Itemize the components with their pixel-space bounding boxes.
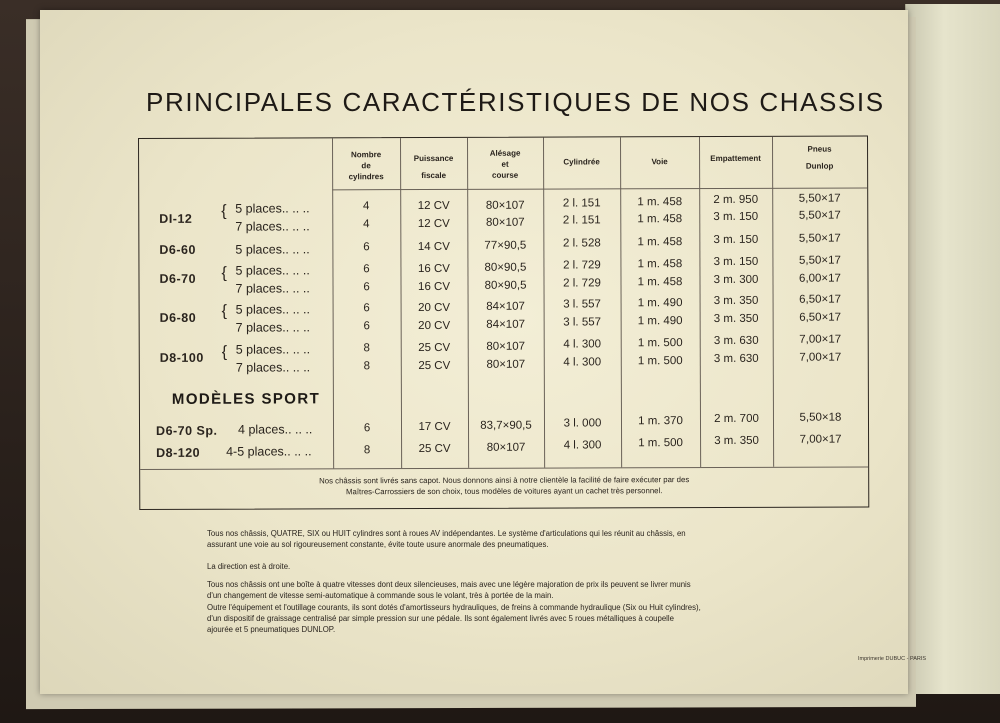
cell-voie: 1 m. 370	[638, 415, 683, 428]
cell-cyl: 6	[363, 302, 370, 315]
cell-voie: 1 m. 490	[637, 315, 683, 328]
cell-alesage: 84×107	[486, 318, 526, 331]
cell-alesage: 83,7×90,5	[480, 419, 532, 432]
header-voie: Voie	[651, 157, 668, 167]
places-label: 5 places.. .. ..	[235, 201, 310, 216]
cell-alesage: 80×90,5	[484, 279, 527, 292]
cell-cv: 14 CV	[417, 240, 450, 254]
cell-alesage: 77×90,5	[484, 239, 527, 252]
note-divider	[140, 466, 868, 470]
table-note: Nos châssis sont livrés sans capot. Nous donnons ainsi à notre clientèle la facilité de faire exécuter par des Maîtres-Carrossiers de son choix, tous modèles de voitures ayant un cachet très personnel.	[319, 475, 690, 497]
cell-empattement: 3 m. 350	[714, 434, 759, 447]
cell-alesage: 80×107	[485, 216, 525, 229]
cell-alesage: 80×107	[486, 340, 526, 353]
cell-empattement: 3 m. 150	[713, 210, 759, 223]
brace: {	[221, 343, 228, 361]
cell-pneus: 5,50×17	[798, 209, 841, 222]
sport-heading: MODÈLES SPORT	[171, 390, 321, 408]
cell-voie: 1 m. 500	[637, 355, 683, 368]
cell-pneus: 6,50×17	[799, 311, 842, 324]
places-label: 5 places.. .. ..	[235, 263, 310, 278]
cell-empattement: 2 m. 950	[713, 193, 759, 206]
places-label: 5 places.. .. ..	[235, 302, 310, 317]
cell-cyl: 8	[363, 342, 370, 355]
header-cylindree: Cylindrée	[563, 157, 600, 167]
cell-cylindree: 3 l. 557	[563, 298, 601, 311]
cell-voie: 1 m. 458	[637, 213, 683, 226]
cell-empattement: 3 m. 150	[713, 255, 759, 268]
cell-alesage: 80×107	[486, 358, 526, 371]
cell-voie: 1 m. 458	[637, 276, 683, 289]
cell-cv: 17 CV	[418, 420, 451, 434]
header-pneus: Pneus Dunlop	[805, 144, 834, 171]
cell-cyl: 8	[363, 360, 371, 373]
cell-voie: 1 m. 458	[637, 258, 683, 271]
places-label: 7 places.. .. ..	[235, 281, 310, 296]
cell-pneus: 6,50×17	[799, 293, 842, 306]
brace: {	[221, 302, 227, 320]
places-label: 5 places.. .. ..	[235, 342, 311, 357]
cell-pneus: 7,00×17	[799, 333, 842, 346]
cell-empattement: 3 m. 300	[713, 273, 759, 286]
cell-cv: 12 CV	[417, 217, 450, 231]
cell-voie: 1 m. 458	[637, 196, 683, 209]
header-cylindres: Nombre de cylindres	[348, 150, 384, 182]
cell-voie: 1 m. 500	[637, 337, 683, 350]
model-d660: D6-60	[159, 242, 196, 257]
cell-cv: 16 CV	[418, 280, 451, 294]
cell-voie: 1 m. 458	[637, 236, 683, 249]
cell-cyl: 6	[363, 241, 370, 254]
cell-cylindree: 2 l. 151	[562, 197, 601, 210]
cell-empattement: 3 m. 630	[713, 352, 759, 365]
cell-empattement: 3 m. 630	[713, 334, 759, 347]
cell-cylindree: 4 l. 300	[563, 439, 602, 452]
cell-pneus: 5,50×17	[798, 254, 841, 267]
cell-cylindree: 2 l. 151	[562, 214, 601, 227]
paragraph-equipment: Outre l'équipement et l'outillage courants, ils sont dotés d'amortisseurs hydrauliques, de freins à commande hydraulique (Six ou Huit cylindres), d'un dispositif de graissage centralisé par simple pression sur une pédale. Ils sont également livrés avec 5 roues métalliques à coupelle ajourée et 5 pneumatiques DUNLOP.	[207, 603, 701, 634]
specs-table	[138, 135, 869, 510]
cell-cyl: 6	[363, 422, 371, 435]
cell-cylindree: 2 l. 729	[563, 277, 601, 290]
brace: {	[221, 202, 227, 220]
cell-cv: 16 CV	[417, 262, 450, 276]
imprint: Imprimerie DUBUC - PARIS	[858, 656, 927, 662]
cell-voie: 1 m. 490	[637, 297, 683, 310]
places-label: 7 places.. .. ..	[235, 360, 311, 375]
cell-empattement: 3 m. 150	[713, 233, 759, 246]
header-alesage: Alésage et course	[489, 148, 521, 180]
cell-cylindree: 2 l. 528	[562, 237, 601, 250]
page-title: PRINCIPALES CARACTÉRISTIQUES DE NOS CHASSIS	[146, 87, 885, 117]
cell-cv: 20 CV	[418, 301, 451, 315]
cell-alesage: 80×107	[486, 441, 526, 454]
cell-alesage: 80×90,5	[484, 261, 527, 274]
cell-cv: 20 CV	[418, 319, 451, 333]
model-d8120: D8-120	[156, 445, 201, 460]
cell-cyl: 4	[363, 218, 370, 231]
model-d670sp: D6-70 Sp.	[155, 423, 218, 438]
brace: {	[221, 264, 227, 282]
cell-pneus: 5,50×17	[798, 192, 841, 205]
cell-cylindree: 4 l. 300	[563, 338, 602, 351]
places-label: 4 places.. .. ..	[237, 422, 313, 437]
cell-alesage: 80×107	[485, 199, 525, 212]
paragraph-direction: La direction est à droite.	[207, 562, 291, 571]
cell-cyl: 6	[363, 281, 370, 294]
cell-pneus: 7,00×17	[799, 351, 842, 364]
cell-cylindree: 3 l. 557	[563, 316, 602, 329]
cell-cylindree: 3 l. 000	[563, 417, 602, 430]
model-d8100: D8-100	[159, 350, 204, 365]
model-d680: D6-80	[159, 310, 197, 325]
header-puissance: Puissance fiscale	[413, 153, 454, 181]
cell-alesage: 84×107	[486, 300, 525, 313]
cell-pneus: 5,50×17	[798, 232, 841, 245]
paragraph-gearbox: Tous nos châssis ont une boîte à quatre vitesses dont deux silencieuses, mais avec une légère majoration de prix ils peuvent se livrer munis d'un changement de vitesse semi-automatique à commande sous le volant, très à portée de la main.	[207, 580, 691, 600]
cell-pneus: 7,00×17	[799, 433, 842, 446]
cell-cyl: 8	[363, 444, 371, 457]
cell-empattement: 2 m. 700	[714, 412, 759, 425]
header-divider	[332, 187, 867, 190]
cell-cv: 25 CV	[418, 442, 451, 456]
cell-cylindree: 4 l. 300	[563, 356, 602, 369]
cell-cyl: 6	[363, 263, 370, 276]
places-label: 7 places.. .. ..	[235, 219, 310, 234]
model-d670: D6-70	[159, 271, 197, 286]
paragraph-suspension: Tous nos châssis, QUATRE, SIX ou HUIT cylindres sont à roues AV indépendantes. Le système d'articulations qui les réunit au châssis, en assurant une voie au sol rigoureusement constante, évite toute usure anormale des pneumatiques.	[207, 529, 686, 549]
cell-empattement: 3 m. 350	[713, 312, 759, 325]
cell-cyl: 4	[363, 200, 370, 213]
cell-cyl: 6	[363, 320, 370, 333]
header-empattement: Empattement	[710, 153, 761, 164]
model-di12: DI-12	[159, 211, 193, 226]
cell-pneus: 6,00×17	[799, 272, 841, 285]
next-page-edge	[905, 4, 1000, 694]
cell-voie: 1 m. 500	[638, 437, 683, 450]
cell-empattement: 3 m. 350	[713, 294, 759, 307]
places-label: 7 places.. .. ..	[235, 320, 311, 335]
places-label: 4-5 places.. .. ..	[226, 444, 312, 459]
cell-cylindree: 2 l. 729	[563, 259, 601, 272]
cell-cv: 12 CV	[417, 199, 450, 213]
cell-cv: 25 CV	[418, 341, 451, 355]
places-label: 5 places.. .. ..	[235, 242, 310, 257]
cell-pneus: 5,50×18	[799, 411, 842, 424]
cell-cv: 25 CV	[418, 359, 451, 373]
